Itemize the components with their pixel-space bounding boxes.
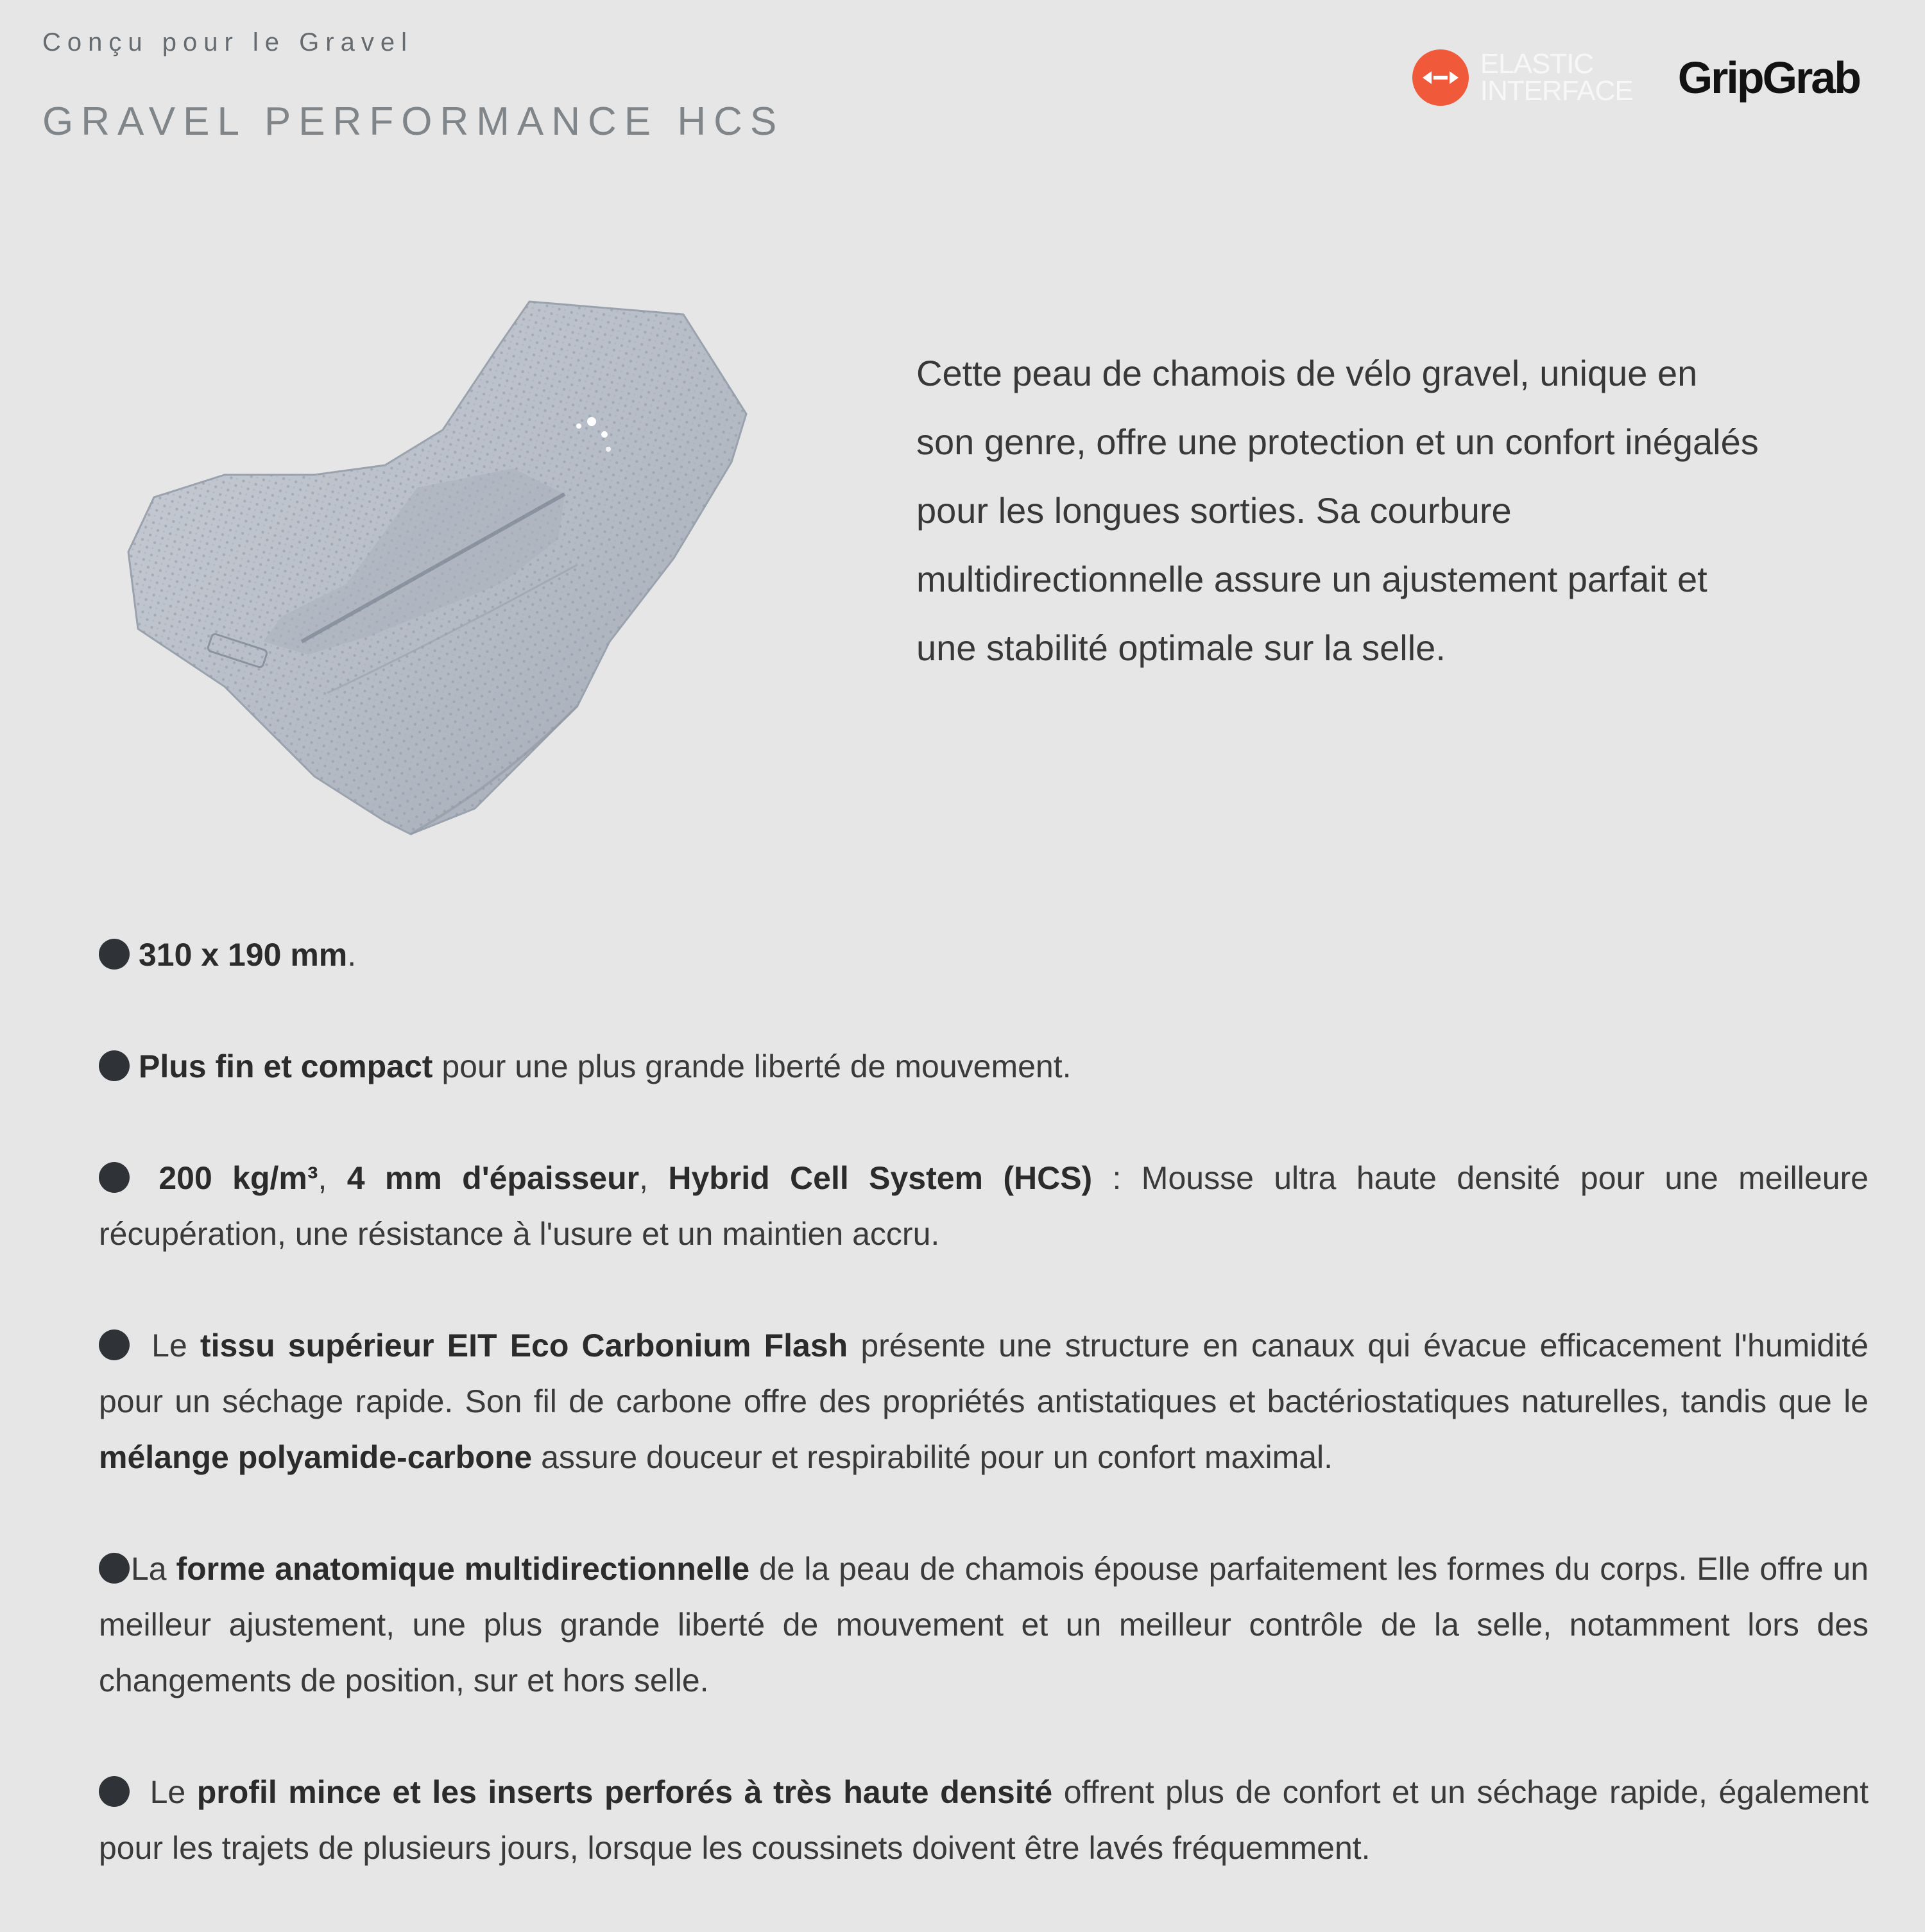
feature-bold-hcs: Hybrid Cell System (HCS) [668,1160,1093,1196]
elastic-interface-line-1: ELASTIC [1480,48,1594,80]
feature-text: . [347,937,357,973]
feature-lead: Le [150,1774,197,1810]
page-title: GRAVEL PERFORMANCE HCS [42,99,785,144]
feature-list [99,927,1869,1932]
feature-bold-density: 200 kg/m³ [158,1160,318,1196]
feature-bold-fabric: tissu supérieur EIT Eco Carbonium Flash [200,1328,848,1364]
feature-text: offrent plus de confort et un séchage rapide, également pour les trajets de plusieurs jours, lorsque les coussinets doivent être lavés fréquemment. [99,1774,1869,1866]
feature-dimensions [99,927,1869,983]
feature-foam [99,1150,1869,1262]
feature-text: pour une plus grande liberté de mouvement. [432,1048,1072,1084]
bullet-icon [99,1329,130,1360]
feature-separator: , [318,1160,347,1196]
feature-lead: Le [151,1328,200,1364]
feature-bold: forme anatomique multidirectionnelle [176,1551,750,1587]
gripgrab-logo: GripGrab [1677,53,1860,103]
elastic-interface-line-2: INTERFACE [1480,75,1633,107]
feature-compact [99,1039,1869,1095]
chamois-pad-image [116,282,770,847]
feature-fabric [99,1318,1869,1485]
elastic-interface-icon [1412,49,1469,106]
feature-text: : Mousse ultra haute densité pour une meilleure récupération, une résistance à l'usure et un maintien accru. [99,1160,1869,1252]
bullet-icon [99,1553,130,1584]
feature-bold-blend: mélange polyamide-carbone [99,1439,533,1475]
brand-logos [1412,42,1860,113]
feature-bold: Plus fin et compact [139,1048,433,1084]
bullet-icon [99,939,130,970]
header [42,24,784,148]
feature-profile [99,1765,1869,1876]
pad-shape [128,302,746,834]
feature-lead: La [131,1551,176,1587]
feature-bold: profil mince et les inserts perforés à très haute densité [196,1774,1053,1810]
bullet-icon [99,1050,130,1081]
bullet-icon [99,1776,130,1807]
feature-bold: 310 x 190 mm [139,937,348,973]
feature-text: de la peau de chamois épouse parfaitement les formes du corps. Elle offre un meilleur ajustement, une plus grande liberté de mouvement et un meilleur contrôle de la selle, notamment lors des changements de position, sur et hors selle. [99,1551,1869,1698]
feature-text: présente une structure en canaux qui évacue efficacement l'humidité pour un séchage rapide. Son fil de carbone offre des propriétés antistatiques et bactériostatiques naturelles, tandis que le [99,1328,1869,1419]
feature-bold-thickness: 4 mm d'épaisseur [346,1160,640,1196]
elastic-interface-logo [1412,49,1633,106]
eyebrow-text: Conçu pour le Gravel [42,28,413,56]
bullet-icon [99,1162,130,1193]
feature-separator: , [639,1160,669,1196]
feature-shape [99,1541,1869,1709]
product-description: Cette peau de chamois de vélo gravel, unique en son genre, offre une protection et un confort inégalés pour les longues sorties. Sa courbure multidirectionnelle assure un ajustement parfait et une stabilité optimale sur la selle. [916,353,1759,668]
feature-text: assure douceur et respirabilité pour un confort maximal. [532,1439,1333,1475]
